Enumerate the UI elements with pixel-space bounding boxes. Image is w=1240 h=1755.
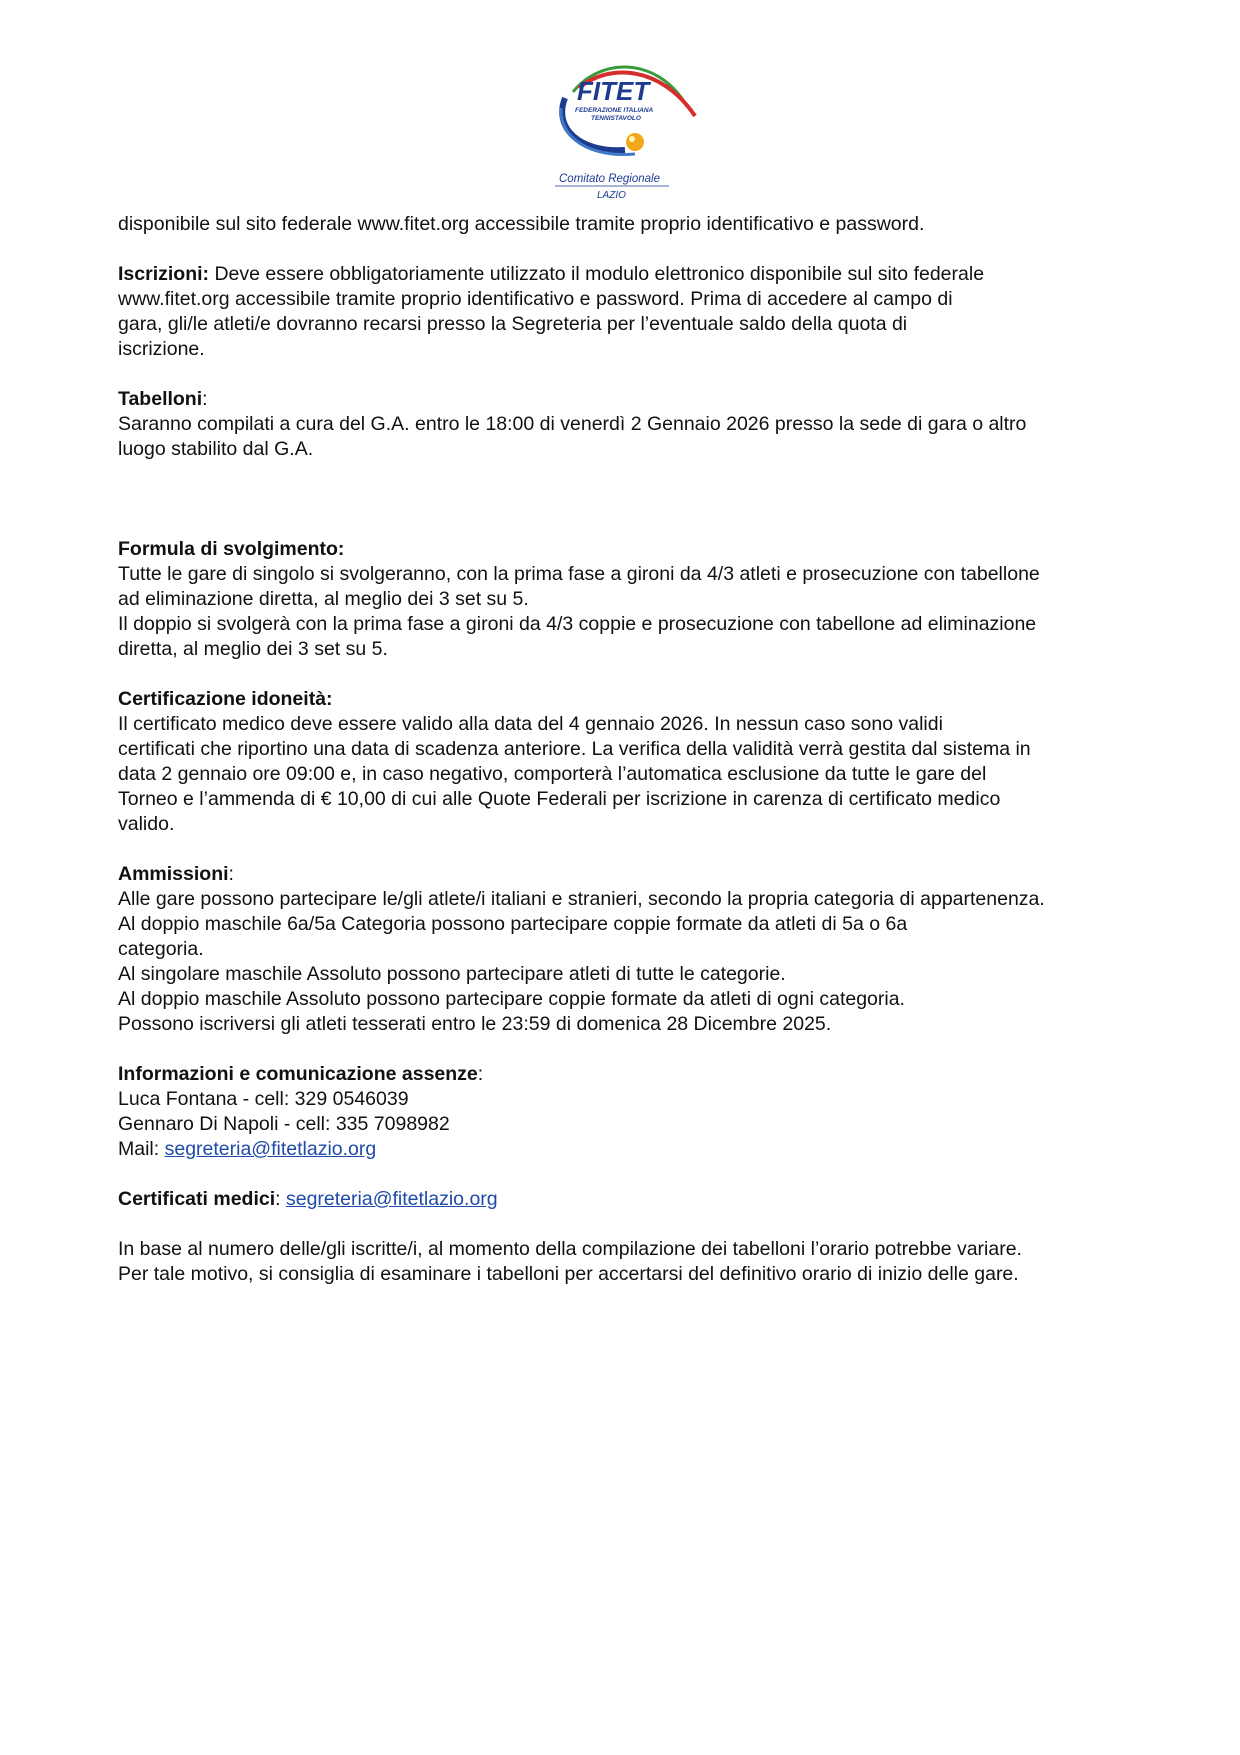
certificazione-heading: Certificazione idoneità: (118, 688, 333, 710)
formula-heading: Formula di svolgimento: (118, 538, 345, 560)
iscrizioni-text-1: Deve essere obbligatoriamente utilizzato il modulo elettronico disponibile sul sito federale (209, 263, 985, 285)
tabelloni-colon: : (202, 388, 208, 410)
ammissioni-heading-line (118, 862, 1138, 887)
fitet-logo-graphic (545, 58, 705, 206)
nota-line-2: Per tale motivo, si consiglia di esaminare i tabelloni per accertarsi del definitivo orario di inizio delle gare. (118, 1263, 1019, 1285)
tabelloni-heading: Tabelloni (118, 388, 203, 410)
iscrizioni-line-2: www.fitet.org accessibile tramite proprio identificativo e password. Prima di accedere al campo di (118, 288, 953, 310)
iscrizioni-heading: Iscrizioni: (118, 263, 210, 285)
ammissioni-line-1: Alle gare possono partecipare le/gli atlete/i italiani e stranieri, secondo la propria categoria di appartenenza. (118, 888, 1045, 910)
ammissioni-line-4: Al singolare maschile Assoluto possono partecipare atleti di tutte le categorie. (118, 963, 786, 985)
logo-wordmark: FITET (577, 76, 650, 106)
nota-line-1: In base al numero delle/gli iscritte/i, al momento della compilazione dei tabelloni l’orario potrebbe variare. (118, 1238, 1022, 1260)
logo-committee: Comitato Regionale (559, 173, 661, 185)
certificazione-line-3: data 2 gennaio ore 09:00 e, in caso negativo, comporterà l’automatica esclusione da tutte le gare del (118, 763, 987, 785)
certificati-colon: : (275, 1188, 286, 1210)
formula-line-2: ad eliminazione diretta, al meglio dei 3 set su 5. (118, 588, 529, 610)
intro-line: disponibile sul sito federale www.fitet.org accessibile tramite proprio identificativo e password. (118, 213, 925, 235)
formula-line-1: Tutte le gare di singolo si svolgeranno, con la prima fase a gironi da 4/3 atleti e prosecuzione con tabellone (118, 563, 1040, 585)
ammissioni-line-5: Al doppio maschile Assoluto possono partecipare coppie formate da atleti di ogni categoria. (118, 988, 905, 1010)
mail-label: Mail: (118, 1138, 165, 1160)
tabelloni-line-2: luogo stabilito dal G.A. (118, 438, 314, 460)
logo-region: LAZIO (597, 190, 626, 201)
certificazione-line-2: certificati che riportino una data di scadenza anteriore. La verifica della validità verrà gestita dal sistema in (118, 738, 1031, 760)
tabelloni-line-1: Saranno compilati a cura del G.A. entro le 18:00 di venerdì 2 Gennaio 2026 presso la sede di gara o altro (118, 413, 1027, 435)
iscrizioni-line-1 (118, 262, 1138, 287)
tabelloni-heading-line (118, 387, 1138, 412)
certificazione-line-5: valido. (118, 813, 175, 835)
certificati-mail-link[interactable]: segreteria@fitetlazio.org (285, 1188, 498, 1210)
logo-ball-highlight (629, 136, 635, 142)
informazioni-colon: : (477, 1063, 484, 1085)
contact-luca-fontana: Luca Fontana - cell: 329 0546039 (118, 1088, 409, 1110)
certificazione-line-4: Torneo e l’ammenda di € 10,00 di cui alle Quote Federali per iscrizione in carenza di certificato medico (118, 788, 1001, 810)
iscrizioni-line-4: iscrizione. (118, 338, 205, 360)
iscrizioni-line-3: gara, gli/le atleti/e dovranno recarsi presso la Segreteria per l’eventuale saldo della quota di (118, 313, 908, 335)
logo-subtitle-1: FEDERAZIONE ITALIANA (575, 107, 654, 114)
informazioni-heading-line (118, 1062, 1138, 1087)
logo-subtitle-2: TENNISTAVOLO (591, 115, 641, 122)
certificati-heading: Certificati medici (118, 1188, 276, 1210)
formula-line-3: Il doppio si svolgerà con la prima fase a gironi da 4/3 coppie e prosecuzione con tabellone ad eliminazione (118, 613, 1037, 635)
document-body (118, 212, 1138, 1287)
logo-ball (626, 133, 644, 151)
ammissioni-line-6: Possono iscriversi gli atleti tesserati entro le 23:59 di domenica 28 Dicembre 2025. (118, 1013, 832, 1035)
contact-gennaro-di-napoli: Gennaro Di Napoli - cell: 335 7098982 (118, 1113, 450, 1135)
contact-mail-line (118, 1137, 1138, 1162)
certificati-line (118, 1187, 1138, 1212)
formula-line-4: diretta, al meglio dei 3 set su 5. (118, 638, 388, 660)
certificazione-line-1: Il certificato medico deve essere valido alla data del 4 gennaio 2026. In nessun caso sono validi (118, 713, 943, 735)
ammissioni-line-3: categoria. (118, 938, 204, 960)
informazioni-heading: Informazioni e comunicazione assenze (118, 1063, 478, 1085)
ammissioni-colon: : (228, 863, 234, 885)
fitet-logo (545, 58, 705, 206)
ammissioni-line-2: Al doppio maschile 6a/5a Categoria possono partecipare coppie formate da atleti di 5a o 6a (118, 913, 908, 935)
segreteria-mail-link[interactable]: segreteria@fitetlazio.org (164, 1138, 377, 1160)
ammissioni-heading: Ammissioni (118, 863, 229, 885)
